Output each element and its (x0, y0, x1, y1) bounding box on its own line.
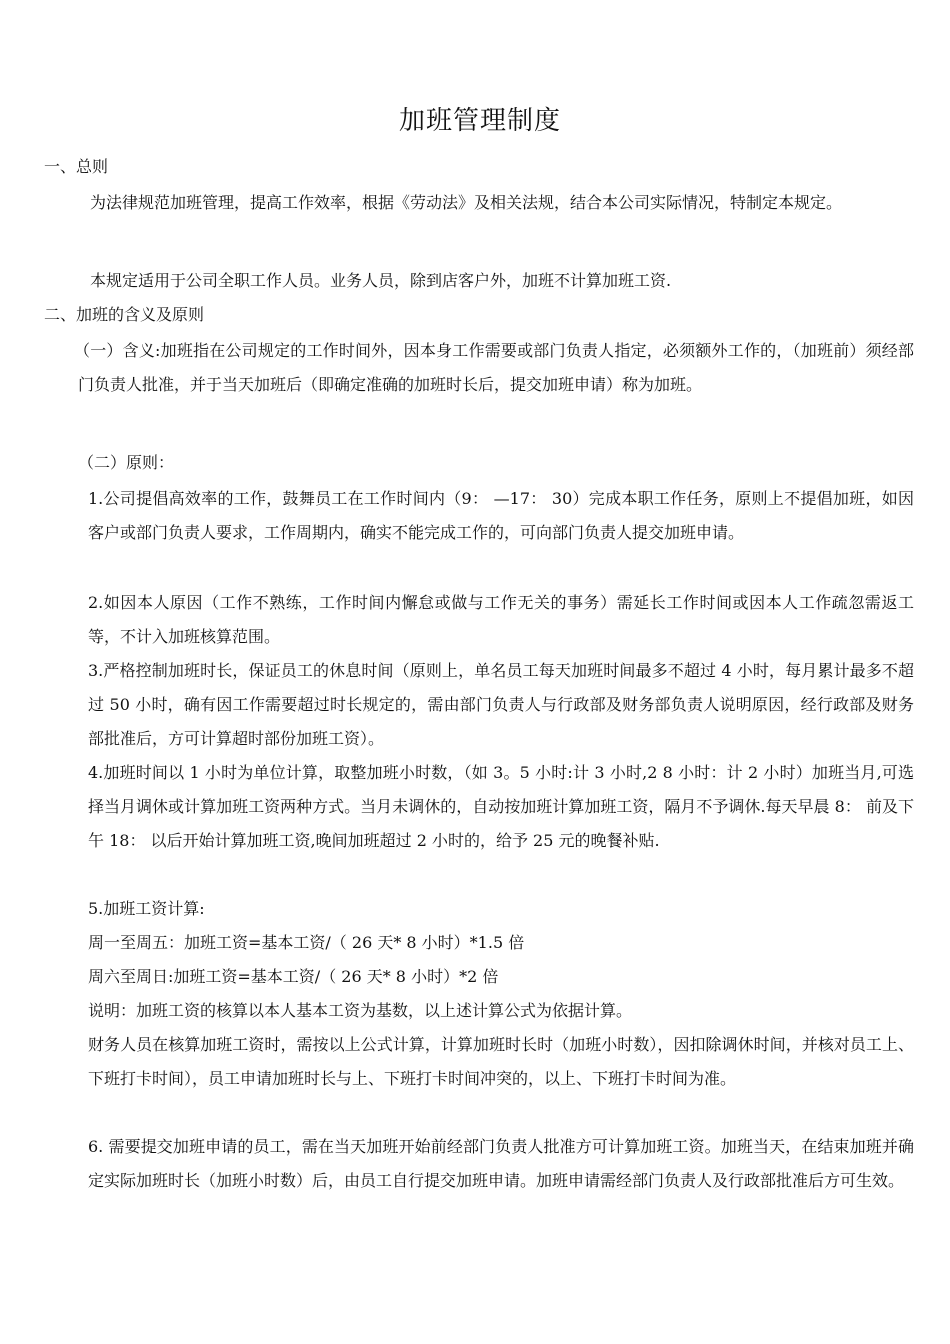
document-title: 加班管理制度 (398, 106, 561, 136)
principle-item-2: 2.如因本人原因（工作不熟练，工作时间内懈怠或做与工作无关的事务）需延长工作时间或因本人工作疏忽需返工等，不计入加班核算范围。 (88, 593, 914, 646)
section-1-paragraph-scope: 本规定适用于公司全职工作人员。业务人员，除到店客户外，加班不计算加班工资. (90, 271, 672, 290)
section-2-heading: 二、加班的含义及原则 (44, 305, 205, 324)
principle-item-5: 5.加班工资计算: (88, 899, 205, 918)
section-1-heading: 一、总则 (44, 157, 109, 176)
overtime-definition: （一）含义:加班指在公司规定的工作时间外，因本身工作需要或部门负责人指定，必须额外工作的，（加班前）须经部门负责人批准，并于当天加班后（即确定准确的加班时长后，提交加班申请）称为加班。 (74, 341, 914, 394)
section-1-paragraph-purpose: 为法律规范加班管理，提高工作效率，根据《劳动法》及相关法规，结合本公司实际情况，特制定本规定。 (90, 193, 843, 212)
principle-item-6: 6. 需要提交加班申请的员工，需在当天加班开始前经部门负责人批准方可计算加班工资。加班当天，在结束加班并确定实际加班时长（加班小时数）后，由员工自行提交加班申请。加班申请需经部门负责人及行政部批准后方可生效。 (88, 1137, 914, 1190)
weekend-formula: 周六至周日:加班工资=基本工资/（ 26 天* 8 小时）*2 倍 (88, 967, 499, 986)
calculation-note: 说明：加班工资的核算以本人基本工资为基数，以上述计算公式为依据计算。 (88, 1001, 633, 1020)
principle-item-4: 4.加班时间以 1 小时为单位计算，取整加班小时数，（如 3。5 小时:计 3 小时,2 8 小时：计 2 小时）加班当月,可选择当月调休或计算加班工资两种方式。当月未调休的，自动按加班计算加班工资，隔月不予调休.每天早晨 8： 前及下午 18： 以后开始计算加班工资,晚间加班超过 2 小时的，给予 25 元的晚餐补贴. (88, 763, 914, 850)
weekday-formula: 周一至周五：加班工资=基本工资/（ 26 天* 8 小时）*1.5 倍 (88, 933, 525, 952)
principle-item-3: 3.严格控制加班时长，保证员工的休息时间（原则上，单名员工每天加班时间最多不超过 4 小时，每月累计最多不超过 50 小时，确有因工作需要超过时长规定的，需由部门负责人与行政部及财务部负责人说明原因，经行政部及财务部批准后，方可计算超时部份加班工资）。 (88, 661, 914, 748)
principles-heading: （二）原则： (78, 453, 175, 472)
finance-paragraph: 财务人员在核算加班工资时，需按以上公式计算，计算加班时长时（加班小时数），因扣除调休时间，并核对员工上、下班打卡时间），员工申请加班时长与上、下班打卡时间冲突的，以上、下班打卡时间为准。 (88, 1035, 914, 1088)
principle-item-1: 1.公司提倡高效率的工作，鼓舞员工在工作时间内（9： —17： 30）完成本职工作任务，原则上不提倡加班，如因客户或部门负责人要求，工作周期内，确实不能完成工作的，可向部门负责人提交加班申请。 (88, 489, 914, 542)
